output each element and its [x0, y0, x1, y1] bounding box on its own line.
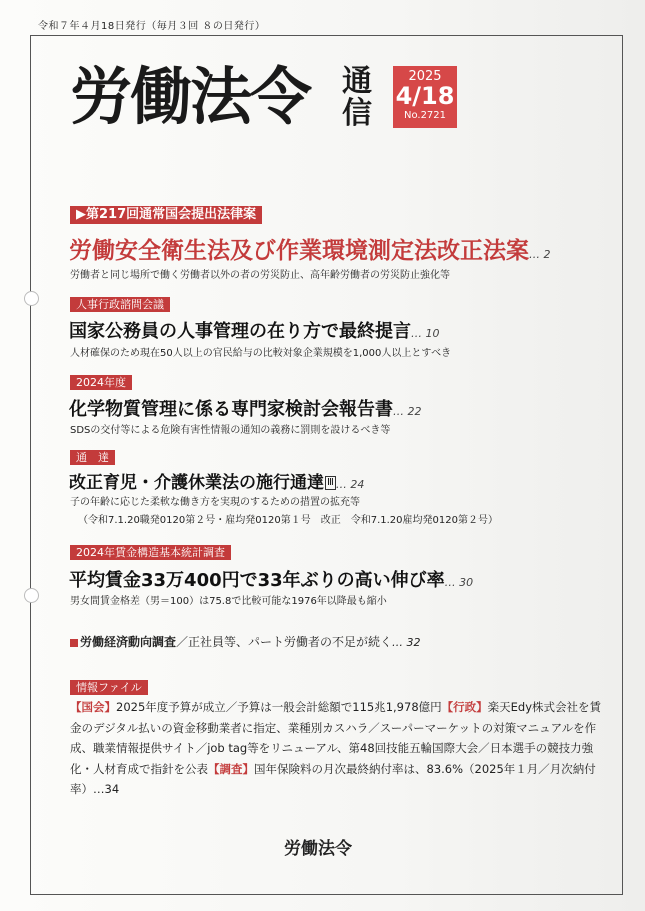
issue-date: 4/18	[395, 82, 455, 110]
part-badge: Ⅲ	[327, 477, 334, 488]
article-tag: 2024年賃金構造基本統計調査	[70, 545, 231, 560]
article-headline: 平均賃金33万400円で33年ぶりの高い伸び率… 30	[69, 570, 474, 591]
play-arrow-icon: ▶	[76, 207, 86, 222]
issue-date-box	[393, 66, 457, 128]
info-file-body: 【国会】2025年度予算が成立／予算は一般会計総額で115兆1,978億円【行政】楽天Edy株式会社を賃金のデジタル払いの資金移動業者に指定、業種別カスハラ／スーパーマーケットの対策マニュアルを作成、職業情報提供サイト／job tag等をリニューアル、第48回技能五輪国際大会／日本選手の競技力強化・人材育成で指針を公表【調査】国年保険料の月次最終納付率は、83.6%（2025年１月／月次納付率）…34	[70, 700, 602, 796]
publication-info: 令和７年４月18日発行（毎月３回 ８の日発行）	[38, 21, 266, 32]
issue-year: 2025	[408, 69, 442, 84]
feature-headline: 労働安全衛生法及び作業環境測定法改正法案… 2	[69, 238, 551, 264]
economic-survey-line: 労働経済動向調査／正社員等、パート労働者の不足が続く… 32	[70, 633, 421, 650]
article-tag: 通 達	[70, 450, 115, 465]
article-headline: 改正育児・介護休業法の施行通達 Ⅲ … 24	[69, 473, 365, 493]
publisher-footer: 労働法令	[284, 839, 352, 859]
article-tag: 人事行政諮問会議	[70, 297, 170, 312]
square-bullet-icon	[70, 639, 78, 647]
binder-hole-bottom	[24, 588, 39, 603]
binder-hole-top	[24, 291, 39, 306]
article-summary: SDSの交付等による危険有害性情報の通知の義務に罰則を設けるべき等	[70, 425, 391, 436]
article-note: （令和7.1.20職発0120第２号・雇均発0120第１号 改正 令和7.1.20雇均発0120第２号）	[78, 515, 498, 526]
feature-summary: 労働者と同じ場所で働く労働者以外の者の労災防止、高年齢労働者の労災防止強化等	[70, 270, 450, 281]
masthead-title: 労働法令	[70, 60, 311, 133]
issue-number: No.2721	[403, 110, 447, 121]
article-headline: 化学物質管理に係る専門家検討会報告書… 22	[69, 399, 422, 420]
article-summary: 人材確保のため現在50人以上の官民給与の比較対象企業規模を1,000人以上とすべき	[70, 348, 452, 359]
article-summary: 子の年齢に応じた柔軟な働き方を実現のするための措置の拡充等	[70, 497, 360, 508]
article-tag: 2024年度	[70, 375, 132, 390]
feature-tag: ▶第217回通常国会提出法律案	[70, 206, 262, 224]
info-file-tag: 情報ファイル	[70, 680, 148, 695]
article-summary: 男女間賃金格差（男＝100）は75.8で比較可能な1976年以降最も縮小	[70, 596, 387, 607]
article-headline: 国家公務員の人事管理の在り方で最終提言… 10	[69, 321, 440, 342]
masthead-subtitle: 通信	[342, 64, 372, 131]
